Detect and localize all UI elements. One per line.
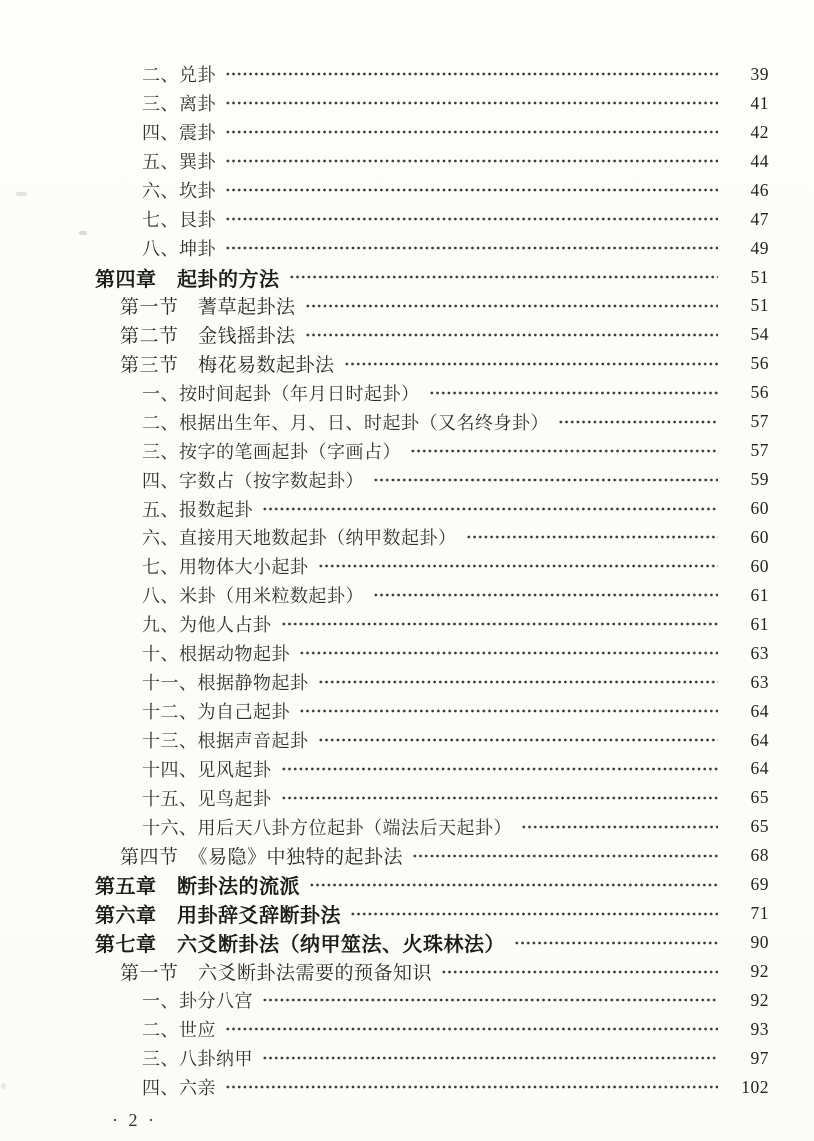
toc-entry-page: 92 xyxy=(750,961,769,982)
toc-entry xyxy=(0,320,769,349)
toc-entry-page: 51 xyxy=(750,266,769,287)
toc-leader-dots xyxy=(309,883,718,887)
toc-entry xyxy=(0,60,769,89)
toc-leader-dots xyxy=(466,535,719,539)
toc-entry-label: 一、按时间起卦（年月日时起卦） xyxy=(142,383,420,404)
toc-entry-label: 七、用物体大小起卦 xyxy=(142,557,309,578)
toc-entry xyxy=(0,234,769,263)
toc-entry xyxy=(0,899,769,928)
toc-entry xyxy=(0,205,769,234)
toc-entry-label: 四、震卦 xyxy=(142,123,216,144)
toc-entry-page: 64 xyxy=(750,729,769,750)
toc-entry-label: 第五章 断卦法的流派 xyxy=(95,876,300,899)
toc-leader-dots xyxy=(344,362,718,366)
toc-leader-dots xyxy=(225,159,718,163)
toc-leader-dots xyxy=(262,1056,718,1060)
toc-leader-dots xyxy=(373,478,718,482)
toc-leader-dots xyxy=(350,912,718,916)
toc-entry-label: 四、六亲 xyxy=(142,1078,216,1099)
toc-leader-dots xyxy=(299,651,718,655)
toc-entry-label: 八、坤卦 xyxy=(142,239,216,260)
toc-entry-label: 十一、根据静物起卦 xyxy=(142,673,309,694)
toc-entry-page: 63 xyxy=(750,671,769,692)
toc-entry-label: 第四节 《易隐》中独特的起卦法 xyxy=(120,847,404,869)
toc-entry xyxy=(0,928,769,957)
toc-leader-dots xyxy=(429,391,719,395)
toc-entry-label: 十六、用后天八卦方位起卦（端法后天起卦） xyxy=(142,817,512,838)
toc-entry xyxy=(0,465,769,494)
toc-entry xyxy=(0,1073,769,1102)
toc-entry-page: 41 xyxy=(750,92,769,113)
toc-entry-page: 60 xyxy=(750,555,769,576)
toc-entry-page: 69 xyxy=(750,874,769,895)
toc-entry xyxy=(0,349,769,378)
toc-list xyxy=(0,60,769,1102)
toc-entry-label: 六、坎卦 xyxy=(142,181,216,202)
toc-entry-label: 一、卦分八宫 xyxy=(142,991,253,1012)
toc-leader-dots xyxy=(225,188,718,192)
toc-entry-label: 二、根据出生年、月、日、时起卦（又名终身卦） xyxy=(142,412,549,433)
toc-entry-page: 64 xyxy=(750,758,769,779)
toc-entry-label: 二、世应 xyxy=(142,1020,216,1041)
toc-entry-page: 46 xyxy=(750,179,769,200)
toc-leader-dots xyxy=(514,941,718,945)
toc-entry xyxy=(0,755,769,784)
toc-entry xyxy=(0,841,769,870)
toc-leader-dots xyxy=(318,564,719,568)
toc-entry xyxy=(0,263,769,292)
toc-entry xyxy=(0,986,769,1015)
toc-leader-dots xyxy=(305,333,718,337)
toc-entry xyxy=(0,552,769,581)
toc-leader-dots xyxy=(225,130,718,134)
toc-entry xyxy=(0,610,769,639)
toc-entry-label: 十二、为自己起卦 xyxy=(142,702,290,723)
toc-entry xyxy=(0,812,769,841)
toc-entry-label: 三、离卦 xyxy=(142,94,216,115)
toc-entry-page: 42 xyxy=(750,121,769,142)
toc-entry-page: 61 xyxy=(750,613,769,634)
toc-entry-label: 十五、见鸟起卦 xyxy=(142,788,272,809)
toc-entry-page: 64 xyxy=(750,700,769,721)
toc-entry xyxy=(0,1044,769,1073)
toc-entry-page: 65 xyxy=(750,787,769,808)
toc-leader-dots xyxy=(318,680,719,684)
toc-entry-label: 第一节 蓍草起卦法 xyxy=(120,297,296,319)
toc-entry-label: 九、为他人占卦 xyxy=(142,615,272,636)
toc-entry-page: 92 xyxy=(750,989,769,1010)
toc-entry-label: 四、字数占（按字数起卦） xyxy=(142,470,364,491)
toc-entry-page: 102 xyxy=(741,1076,769,1097)
toc-leader-dots xyxy=(305,304,718,308)
toc-entry-page: 61 xyxy=(750,584,769,605)
toc-entry-page: 47 xyxy=(750,208,769,229)
toc-entry xyxy=(0,1015,769,1044)
toc-entry xyxy=(0,581,769,610)
toc-entry-page: 54 xyxy=(750,324,769,345)
toc-entry xyxy=(0,494,769,523)
toc-entry xyxy=(0,436,769,465)
toc-entry-label: 第六章 用卦辞爻辞断卦法 xyxy=(95,905,341,928)
toc-entry-page: 51 xyxy=(750,295,769,316)
toc-entry-page: 90 xyxy=(750,932,769,953)
toc-leader-dots xyxy=(318,738,719,742)
toc-leader-dots xyxy=(225,1027,718,1031)
toc-leader-dots xyxy=(441,970,718,974)
toc-entry-label: 第四章 起卦的方法 xyxy=(95,268,280,291)
toc-entry-page: 97 xyxy=(750,1047,769,1068)
toc-entry xyxy=(0,118,769,147)
toc-entry-page: 71 xyxy=(750,903,769,924)
toc-leader-dots xyxy=(262,507,718,511)
toc-entry-page: 49 xyxy=(750,237,769,258)
toc-entry-label: 十三、根据声音起卦 xyxy=(142,731,309,752)
toc-entry-page: 59 xyxy=(750,469,769,490)
toc-entry-label: 六、直接用天地数起卦（纳甲数起卦） xyxy=(142,528,457,549)
toc-entry xyxy=(0,292,769,321)
page-footer-number: · 2 · xyxy=(112,1110,157,1130)
toc-entry-label: 八、米卦（用米粒数起卦） xyxy=(142,586,364,607)
toc-entry-page: 56 xyxy=(750,353,769,374)
toc-entry-label: 七、艮卦 xyxy=(142,210,216,231)
toc-leader-dots xyxy=(281,767,719,771)
toc-entry-label: 第二节 金钱摇卦法 xyxy=(120,326,296,348)
toc-entry-label: 三、按字的笔画起卦（字画占） xyxy=(142,441,401,462)
toc-entry-page: 56 xyxy=(750,382,769,403)
toc-entry-page: 93 xyxy=(750,1018,769,1039)
toc-leader-dots xyxy=(410,449,718,453)
toc-entry-page: 60 xyxy=(750,498,769,519)
toc-entry xyxy=(0,726,769,755)
toc-entry-page: 60 xyxy=(750,526,769,547)
toc-entry-page: 65 xyxy=(750,816,769,837)
toc-leader-dots xyxy=(289,275,719,279)
toc-entry xyxy=(0,639,769,668)
toc-entry xyxy=(0,89,769,118)
toc-leader-dots xyxy=(558,420,718,424)
toc-entry-page: 68 xyxy=(750,845,769,866)
toc-entry-page: 44 xyxy=(750,150,769,171)
toc-entry-label: 第七章 六爻断卦法（纳甲筮法、火珠林法） xyxy=(95,934,505,957)
toc-entry xyxy=(0,870,769,899)
toc-leader-dots xyxy=(225,217,718,221)
toc-entry-label: 第三节 梅花易数起卦法 xyxy=(120,355,335,377)
toc-entry-page: 63 xyxy=(750,642,769,663)
toc-leader-dots xyxy=(225,1085,718,1089)
toc-entry-label: 第一节 六爻断卦法需要的预备知识 xyxy=(120,963,433,985)
toc-entry xyxy=(0,147,769,176)
toc-entry-label: 十四、见风起卦 xyxy=(142,759,272,780)
toc-leader-dots xyxy=(225,246,718,250)
toc-entry-label: 二、兑卦 xyxy=(142,65,216,86)
toc-leader-dots xyxy=(521,825,718,829)
toc-leader-dots xyxy=(412,854,718,858)
toc-entry-label: 三、八卦纳甲 xyxy=(142,1049,253,1070)
toc-entry-page: 39 xyxy=(750,63,769,84)
toc-entry xyxy=(0,523,769,552)
toc-entry xyxy=(0,783,769,812)
toc-leader-dots xyxy=(281,796,719,800)
toc-leader-dots xyxy=(225,72,718,76)
toc-entry xyxy=(0,407,769,436)
toc-entry xyxy=(0,957,769,986)
toc-entry xyxy=(0,378,769,407)
toc-entry-label: 五、报数起卦 xyxy=(142,499,253,520)
toc-leader-dots xyxy=(299,709,718,713)
toc-entry xyxy=(0,176,769,205)
toc-leader-dots xyxy=(262,998,718,1002)
toc-entry-label: 五、巽卦 xyxy=(142,152,216,173)
toc-leader-dots xyxy=(373,593,718,597)
toc-leader-dots xyxy=(225,101,718,105)
toc-entry xyxy=(0,668,769,697)
toc-entry-label: 十、根据动物起卦 xyxy=(142,644,290,665)
toc-entry xyxy=(0,697,769,726)
toc-entry-page: 57 xyxy=(750,411,769,432)
toc-leader-dots xyxy=(281,622,719,626)
toc-entry-page: 57 xyxy=(750,440,769,461)
